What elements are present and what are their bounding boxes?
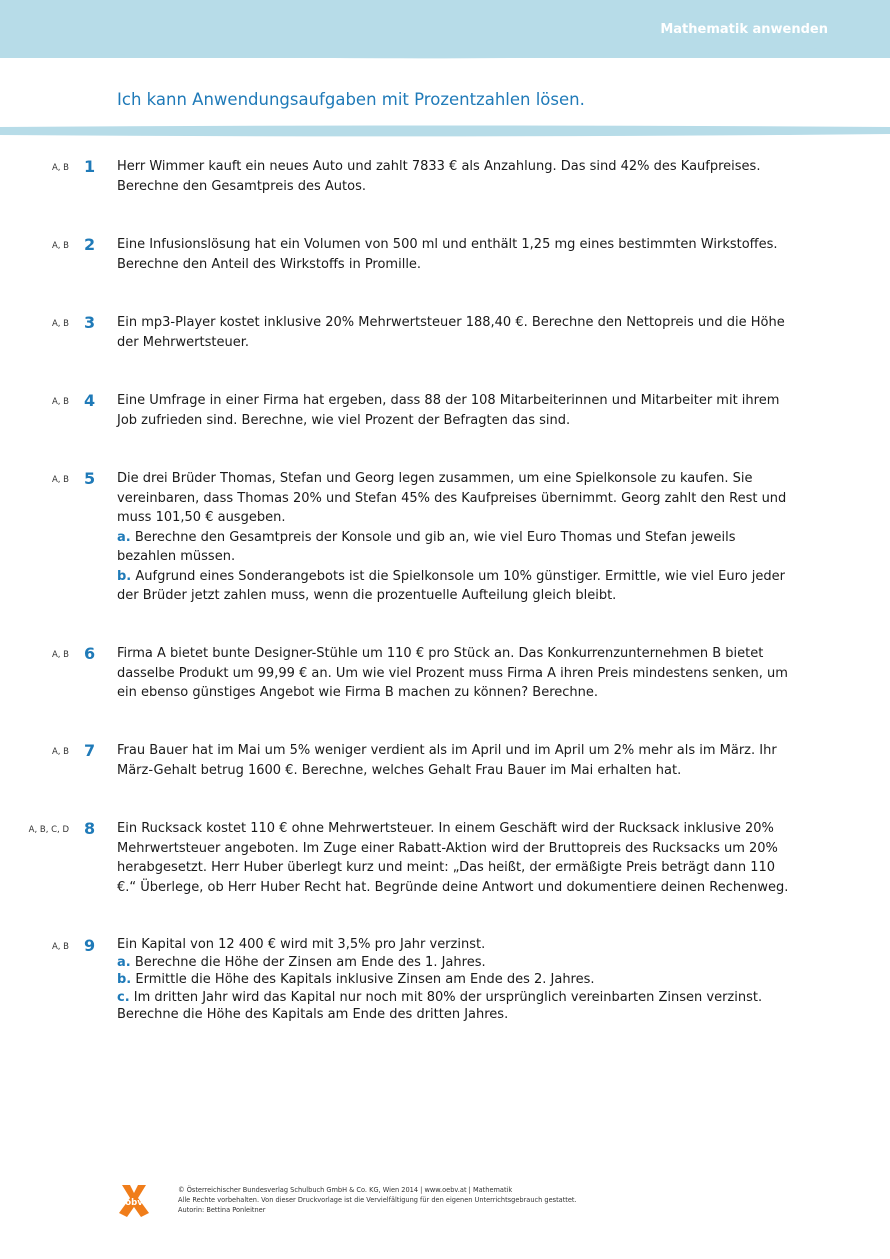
part-label: a. [117,954,131,970]
part-text: Aufgrund eines Sonderangebots ist die Spielkonsole um 10% günstiger. Ermittle, wie viel Euro jeder der Brüder jetzt zahlen muss, wenn die prozentuelle Aufteilung gleich bleibt. [117,568,785,603]
task-number: 7 [84,741,96,760]
footer-copyright [178,1185,577,1215]
task-text [117,936,789,1024]
task-part-a [117,528,789,567]
task-text: Ein Rucksack kostet 110 € ohne Mehrwertsteuer. In einem Geschäft wird der Rucksack inklusive 20% Mehrwertsteuer angeboten. Im Zuge einer Rabatt-Aktion wird der Bruttopreis des Rucksacks um 20% herabgesetzt. Herr Huber überlegt kurz und meint: „Das heißt, der ermäßigte Preis beträgt dann 110 €.“ Überlege, ob Herr Huber Recht hat. Begründe deine Antwort und dokumentiere deinen Rechenweg. [117,821,789,895]
task-competence: A, B [51,163,69,173]
task-text: Firma A bietet bunte Designer-Stühle um 110 € pro Stück an. Das Konkurrenzunternehmen B bietet dasselbe Produkt um 99,99 € an. Um wie viel Prozent muss Firma A ihren Preis mindestens senken, um ein ebenso günstiges Angebot wie Firma B machen zu können? Berechne. [117,646,788,700]
task-competence: A, B [51,747,69,757]
task-intro: Ein Kapital von 12 400 € wird mit 3,5% pro Jahr verzinst. [117,937,486,952]
task-number: 6 [84,644,96,663]
part-label: c. [117,989,130,1005]
task-number: 9 [84,936,96,955]
task-text: Eine Umfrage in einer Firma hat ergeben, dass 88 der 108 Mitarbeiterinnen und Mitarbeiter mit ihrem Job zufrieden sind. Berechne, wie viel Prozent der Befragten das sind. [117,393,780,428]
task-number: 1 [84,157,96,176]
task-number: 5 [84,469,96,488]
task-text [117,469,789,606]
footer-line: Autorin: Bettina Ponleitner [178,1206,266,1214]
task-text: Ein mp3-Player kostet inklusive 20% Mehrwertsteuer 188,40 €. Berechne den Nettopreis und die Höhe der Mehrwertsteuer. [117,315,785,350]
task-competence: A, B [51,241,69,251]
page-subtitle: Ich kann Anwendungsaufgaben mit Prozentzahlen lösen. [117,90,585,109]
logo-text: öbv [125,1198,143,1208]
task-number: 8 [84,819,96,838]
part-label: b. [117,972,132,987]
task-competence: A, B [51,942,69,952]
task-part-a [117,954,789,972]
task-number: 2 [84,235,96,254]
part-label: b. [117,568,132,584]
task-text: Herr Wimmer kauft ein neues Auto und zahlt 7833 € als Anzahlung. Das sind 42% des Kaufpreises. Berechne den Gesamtpreis des Autos. [117,159,761,194]
task-text: Frau Bauer hat im Mai um 5% weniger verdient als im April und im April um 2% mehr als im März. Ihr März-Gehalt betrug 1600 €. Berechne, welches Gehalt Frau Bauer im Mai erhalten hat. [117,743,777,778]
part-label: a. [117,529,131,545]
part-text: Berechne die Höhe der Zinsen am Ende des 1. Jahres. [134,954,486,970]
task-part-b [117,971,789,989]
task-competence: A, B [51,397,69,407]
footer-line: Alle Rechte vorbehalten. Von dieser Druckvorlage ist die Vervielfältigung für den eigenen Unterrichtsgebrauch gestattet. [178,1196,577,1204]
part-text: Berechne den Gesamtpreis der Konsole und gib an, wie viel Euro Thomas und Stefan jeweils bezahlen müssen. [117,529,736,564]
part-text: Ermittle die Höhe des Kapitals inklusive Zinsen am Ende des 2. Jahres. [135,972,595,987]
task-text: Eine Infusionslösung hat ein Volumen von 500 ml und enthält 1,25 mg eines bestimmten Wirkstoffes. Berechne den Anteil des Wirkstoffs in Promille. [117,237,778,272]
task-competence: A, B [51,650,69,660]
subtitle-rule [0,125,890,139]
task-intro: Die drei Brüder Thomas, Stefan und Georg legen zusammen, um eine Spielkonsole zu kaufen. Sie vereinbaren, dass Thomas 20% und Stefan 45% des Kaufpreises übernimmt. Georg zahlt den Rest und muss 101,50 € ausgeben. [117,471,787,525]
header-wave [0,36,890,66]
task-number: 3 [84,313,96,332]
header-title: Mathematik anwenden [660,22,828,37]
task-competence: A, B, C, D [28,825,69,835]
part-text: Im dritten Jahr wird das Kapital nur noch mit 80% der ursprünglich vereinbarten Zinsen verzinst. Berechne die Höhe des Kapitals am Ende des dritten Jahres. [117,989,763,1022]
task-part-b [117,567,789,606]
footer-line: © Österreichischer Bundesverlag Schulbuch GmbH & Co. KG, Wien 2014 | www.oebv.at | Mathematik [178,1186,513,1194]
publisher-logo [116,1183,152,1219]
task-competence: A, B [51,475,69,485]
task-competence: A, B [51,319,69,329]
task-number: 4 [84,391,96,410]
task-part-c [117,989,789,1024]
